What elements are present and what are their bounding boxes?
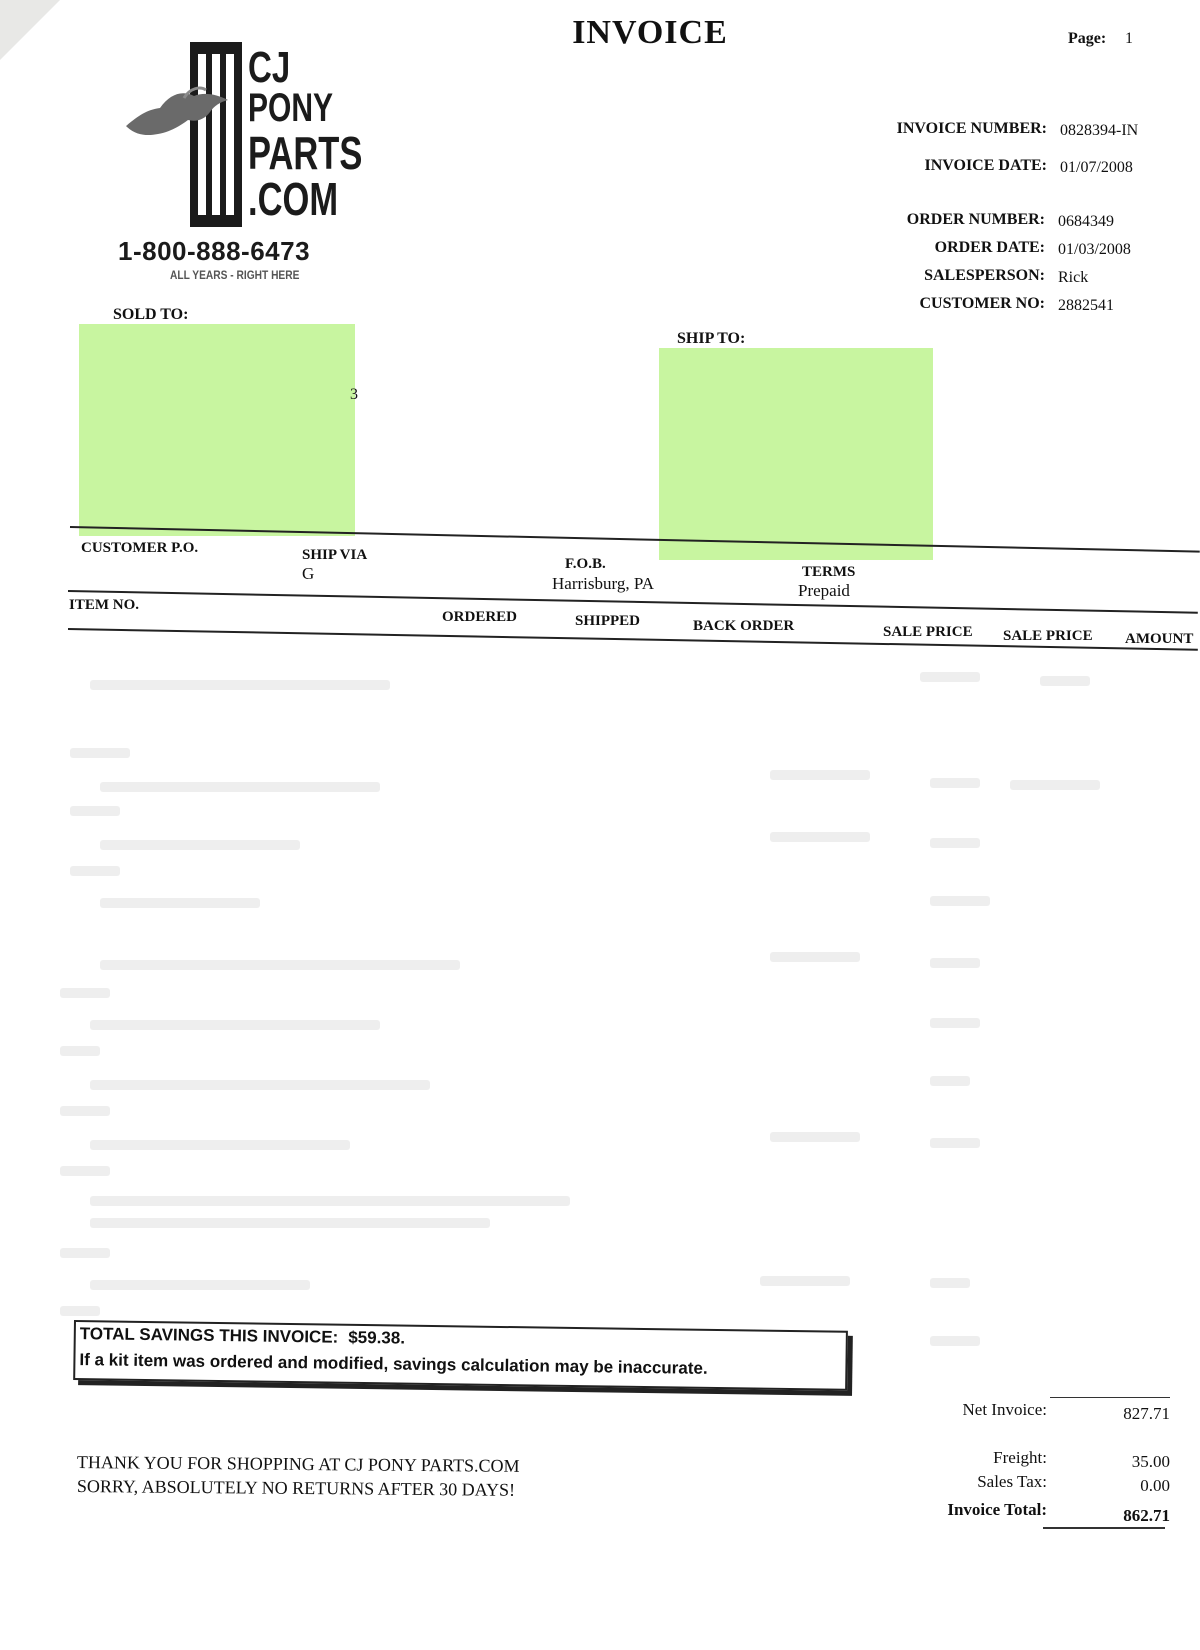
return-policy: SORRY, ABSOLUTELY NO RETURNS AFTER 30 DAYS! <box>76 1476 516 1500</box>
logo-word-3: PARTS <box>248 127 363 179</box>
salesperson-value: Rick <box>1058 269 1089 286</box>
ship-via-value: G <box>302 564 315 583</box>
sales-tax-value: 0.00 <box>1140 1476 1170 1495</box>
ship-via-label: SHIP VIA <box>302 547 368 563</box>
col-ordered: ORDERED <box>442 609 518 625</box>
ship-to-label: SHIP TO: <box>677 330 746 347</box>
col-amount: AMOUNT <box>1125 631 1194 647</box>
sold-to-redaction <box>79 324 355 536</box>
salesperson-label: SALESPERSON: <box>924 267 1045 284</box>
thank-you-message: THANK YOU FOR SHOPPING AT CJ PONY PARTS.COM <box>76 1452 520 1476</box>
logo-word-1: CJ <box>248 43 291 92</box>
invoice-date-value: 01/07/2008 <box>1060 159 1133 176</box>
sold-to-fragment: 3 <box>350 386 358 403</box>
sold-to-label: SOLD TO: <box>113 306 189 323</box>
invoice-date-label: INVOICE DATE: <box>924 157 1047 174</box>
rule-top <box>70 526 1200 553</box>
net-invoice-label: Net Invoice: <box>962 1400 1047 1419</box>
customer-po-label: CUSTOMER P.O. <box>81 540 199 556</box>
horse-icon <box>124 86 230 142</box>
document-title: INVOICE <box>572 14 728 51</box>
order-date-value: 01/03/2008 <box>1058 241 1131 258</box>
order-number-value: 0684349 <box>1058 213 1114 230</box>
invoice-number-value: 0828394-IN <box>1060 122 1139 139</box>
total-savings-value: $59.38. <box>348 1327 406 1348</box>
total-savings-label: TOTAL SAVINGS THIS INVOICE: <box>79 1324 339 1347</box>
logo-word-2: PONY <box>248 86 334 130</box>
customer-number-label: CUSTOMER NO: <box>919 295 1045 312</box>
page-number: 1 <box>1125 30 1133 47</box>
page-label: Page: <box>1068 30 1107 47</box>
savings-note: If a kit item was ordered and modified, savings calculation may be inaccurate. <box>79 1350 708 1378</box>
logo-phone: 1-800-888-6473 <box>118 236 311 266</box>
freight-value: 35.00 <box>1131 1452 1170 1471</box>
order-date-label: ORDER DATE: <box>934 239 1045 256</box>
customer-number-value: 2882541 <box>1058 297 1114 314</box>
terms-label: TERMS <box>802 564 856 580</box>
col-back-order: BACK ORDER <box>693 618 795 634</box>
savings-box <box>73 1320 848 1391</box>
freight-label: Freight: <box>993 1448 1047 1467</box>
ship-to-redaction <box>659 348 933 560</box>
fob-value: Harrisburg, PA <box>552 574 655 593</box>
invoice-total-value: 862.71 <box>1123 1506 1170 1525</box>
net-invoice-value: 827.71 <box>1123 1404 1170 1423</box>
col-sale-price-1: SALE PRICE <box>883 624 973 640</box>
logo-tagline: ALL YEARS - RIGHT HERE <box>170 268 300 282</box>
col-shipped: SHIPPED <box>575 613 641 629</box>
company-logo <box>120 40 370 290</box>
sales-tax-label: Sales Tax: <box>977 1472 1047 1491</box>
invoice-number-label: INVOICE NUMBER: <box>896 120 1047 137</box>
logo-word-4: .COM <box>248 173 339 225</box>
fob-label: F.O.B. <box>565 556 606 572</box>
col-sale-price-2: SALE PRICE <box>1003 628 1093 644</box>
terms-value: Prepaid <box>798 581 850 600</box>
invoice-total-label: Invoice Total: <box>947 1500 1047 1519</box>
order-number-label: ORDER NUMBER: <box>906 211 1045 228</box>
col-item-no: ITEM NO. <box>69 597 140 613</box>
